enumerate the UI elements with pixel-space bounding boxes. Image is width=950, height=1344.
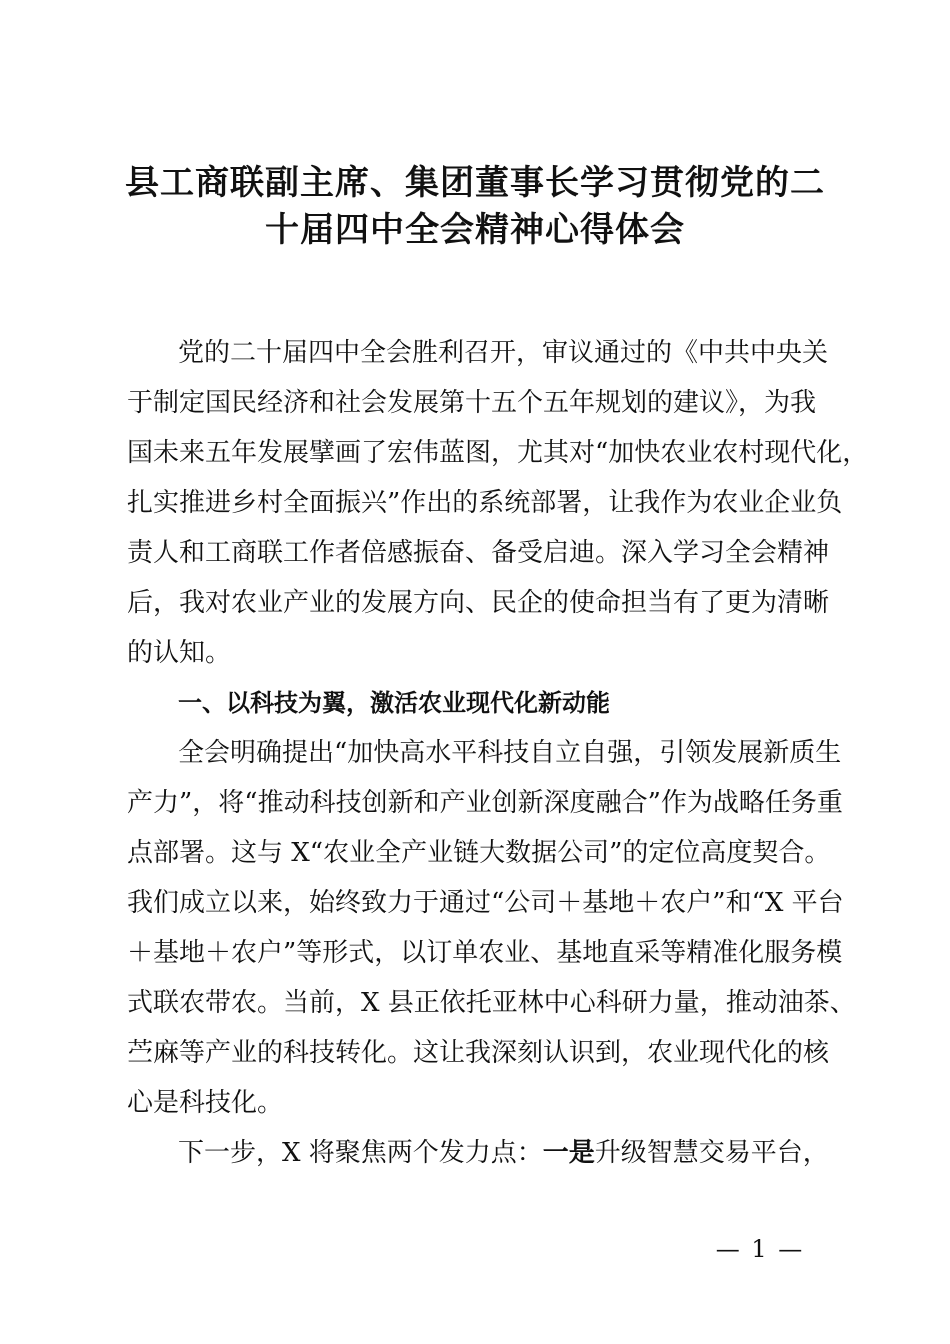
- body-line-9: 产力”，将“推动科技创新和产业创新深度融合”作为战略任务重: [127, 788, 843, 818]
- body-line-3: 国未来五年发展擘画了宏伟蓝图，尤其对“加快农业农村现代化，: [127, 438, 869, 468]
- body-line-12: ＋基地＋农户”等形式，以订单农业、基地直采等精准化服务模: [127, 938, 843, 968]
- body-line-4: 扎实推进乡村全面振兴”作出的系统部署，让我作为农业企业负: [127, 488, 843, 518]
- section-heading-1: 一、以科技为翼，激活农业现代化新动能: [178, 689, 610, 717]
- body-line-5: 责人和工商联工作者倍感振奋、备受启迪。深入学习全会精神: [127, 538, 830, 568]
- body-line-2: 于制定国民经济和社会发展第十五个五年规划的建议》，为我: [127, 388, 817, 418]
- body-line-7: 的认知。: [127, 638, 232, 668]
- body-line-16-prefix: 下一步，X 将聚焦两个发力点：: [178, 1138, 543, 1168]
- body-line-15: 心是科技化。: [127, 1088, 284, 1118]
- body-line-14: 苎麻等产业的科技转化。这让我深刻认识到，农业现代化的核: [127, 1038, 830, 1068]
- document-title-line-1: 县工商联副主席、集团董事长学习贯彻党的二: [125, 163, 825, 203]
- body-line-16: [178, 1137, 829, 1169]
- body-line-1: 党的二十届四中全会胜利召开，审议通过的《中共中央关: [178, 338, 829, 368]
- body-line-13: 式联农带农。当前，X 县正依托亚林中心科研力量，推动油茶、: [127, 988, 856, 1018]
- body-line-16-bold: 一是: [542, 1138, 595, 1168]
- body-line-11: 我们成立以来，始终致力于通过“公司＋基地＋农户”和“X 平台: [127, 888, 844, 918]
- document-title-line-2: 十届四中全会精神心得体会: [265, 210, 685, 250]
- page-number: — 1 —: [715, 1235, 805, 1263]
- body-line-6: 后，我对农业产业的发展方向、民企的使命担当有了更为清晰: [127, 588, 830, 618]
- body-line-10: 点部署。这与 X“农业全产业链大数据公司”的定位高度契合。: [127, 838, 831, 868]
- body-line-8: 全会明确提出“加快高水平科技自立自强，引领发展新质生: [178, 738, 842, 768]
- body-line-16-suffix: 升级智慧交易平台，: [594, 1138, 829, 1168]
